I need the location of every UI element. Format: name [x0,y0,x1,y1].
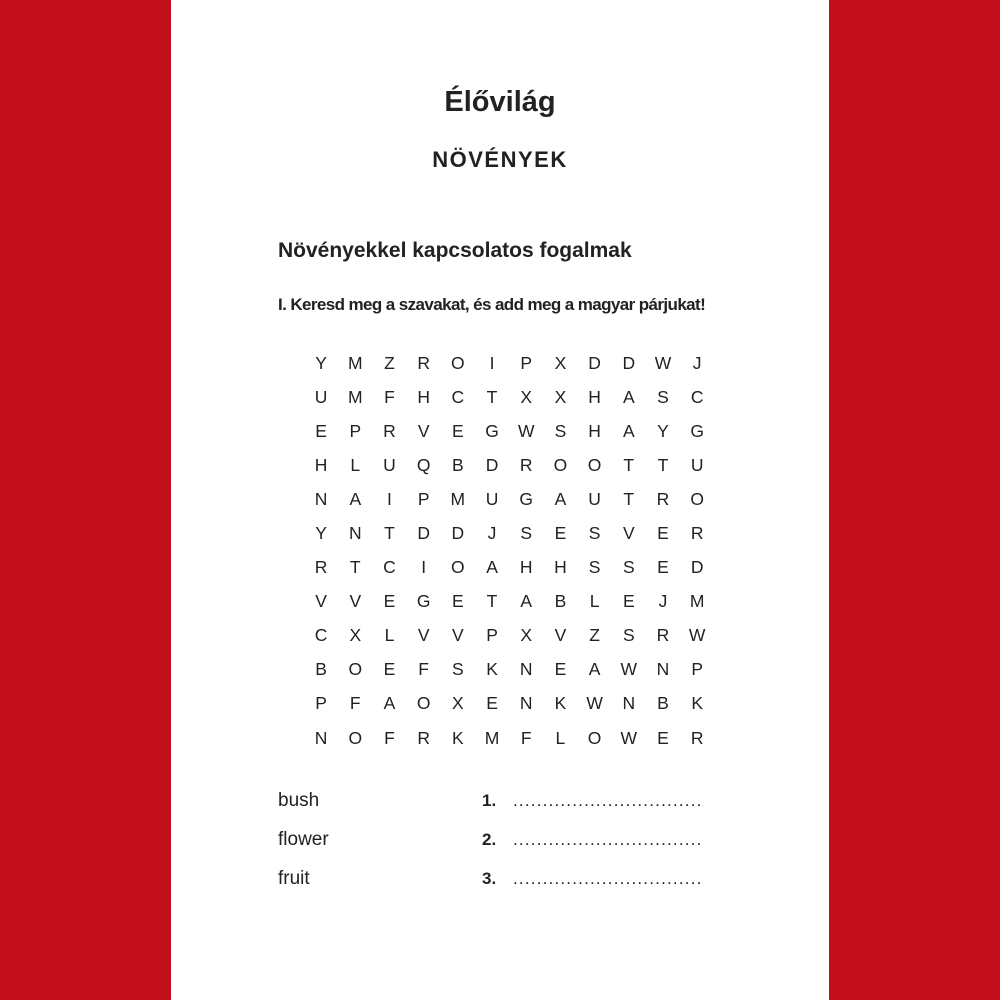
grid-letter[interactable]: D [588,352,601,373]
grid-letter[interactable]: O [348,659,363,680]
grid-letter[interactable]: N [314,727,328,748]
grid-letter[interactable]: S [588,557,601,578]
grid-letter[interactable]: F [418,659,429,680]
grid-letter[interactable]: S [657,386,669,407]
grid-letter[interactable]: S [622,557,635,578]
grid-letter[interactable]: H [417,386,430,407]
grid-letter[interactable]: D [622,352,636,373]
grid-letter[interactable]: E [657,557,669,578]
grid-letter[interactable]: E [657,727,669,748]
grid-letter[interactable]: L [384,625,395,646]
grid-letter[interactable]: O [348,727,363,748]
grid-letter[interactable]: U [690,454,704,475]
grid-letter[interactable]: R [656,625,670,646]
grid-letter[interactable]: Y [315,352,327,373]
grid-letter[interactable]: W [654,352,672,373]
grid-letter[interactable]: T [486,386,498,407]
grid-letter[interactable]: U [485,488,499,509]
grid-letter[interactable]: E [452,591,464,612]
grid-letter[interactable]: B [657,693,669,714]
grid-letter[interactable]: O [553,454,568,475]
grid-letter[interactable]: V [554,625,567,646]
grid-letter[interactable]: D [690,557,704,578]
grid-letter[interactable]: E [383,659,396,680]
grid-letter[interactable]: N [656,659,670,680]
grid-letter[interactable]: X [554,386,567,407]
grid-letter[interactable]: Y [657,420,669,441]
grid-letter[interactable]: E [554,523,567,544]
grid-letter[interactable]: M [689,591,705,612]
grid-letter[interactable]: G [485,420,499,441]
grid-letter[interactable]: X [520,386,533,407]
grid-letter[interactable]: M [450,488,466,509]
grid-letter[interactable]: A [486,557,498,578]
section-heading: Növényekkel kapcsolatos fogalmak [278,239,632,262]
grid-letter[interactable]: Q [416,454,431,475]
grid-letter[interactable]: O [416,693,431,714]
grid-letter[interactable]: E [486,693,498,714]
grid-letter[interactable]: M [484,727,500,748]
grid-letter[interactable]: O [587,727,602,748]
worksheet-page [171,0,829,1000]
grid-letter[interactable]: R [417,727,430,748]
grid-letter[interactable]: C [383,557,396,578]
grid-letter[interactable]: K [486,659,498,680]
grid-letter[interactable]: P [520,352,533,373]
grid-letter[interactable]: N [519,693,533,714]
grid-letter[interactable]: U [588,488,601,509]
grid-letter[interactable]: W [688,625,706,646]
grid-letter[interactable]: I [421,557,427,578]
grid-letter[interactable]: A [588,659,601,680]
grid-letter[interactable]: V [349,591,362,612]
grid-letter[interactable]: R [656,488,670,509]
grid-letter[interactable]: C [451,386,465,407]
grid-letter[interactable]: E [315,420,327,441]
grid-letter[interactable]: N [519,659,533,680]
grid-letter[interactable]: S [622,625,635,646]
grid-letter[interactable]: H [588,420,601,441]
grid-letter[interactable]: K [691,693,703,714]
grid-letter[interactable]: X [452,693,464,714]
grid-letter[interactable]: V [417,420,430,441]
grid-letter[interactable]: R [690,523,704,544]
grid-letter[interactable]: N [622,693,636,714]
grid-letter[interactable]: X [520,625,533,646]
right-border [829,0,1000,1000]
grid-letter[interactable]: L [555,727,566,748]
grid-letter[interactable]: G [416,591,431,612]
word-item: flower [278,829,329,850]
grid-letter[interactable]: A [383,693,396,714]
grid-letter[interactable]: U [383,454,396,475]
grid-letter[interactable]: H [314,454,328,475]
grid-letter[interactable]: P [486,625,498,646]
answer-list [482,788,703,905]
grid-letter[interactable]: E [554,659,567,680]
grid-letter[interactable]: P [315,693,327,714]
grid-letter[interactable]: X [349,625,362,646]
grid-letter[interactable]: R [383,420,396,441]
grid-letter[interactable]: W [620,659,638,680]
answer-number: 1. [482,791,497,810]
page-title: Élővilág [444,86,556,118]
grid-letter[interactable]: I [489,352,495,373]
grid-letter[interactable]: A [554,488,567,509]
grid-letter[interactable]: T [384,523,395,544]
answer-number: 2. [482,830,497,849]
grid-letter[interactable]: A [349,488,362,509]
grid-letter[interactable]: O [587,454,602,475]
grid-letter[interactable]: Z [589,625,600,646]
grid-letter[interactable]: A [520,591,533,612]
grid-letter[interactable]: T [623,454,635,475]
grid-letter[interactable]: R [519,454,533,475]
grid-letter[interactable]: N [348,523,362,544]
grid-letter[interactable]: F [349,693,361,714]
word-list [278,788,329,905]
grid-letter[interactable]: N [314,488,328,509]
grid-letter[interactable]: R [690,727,704,748]
grid-letter[interactable]: D [417,523,430,544]
grid-letter[interactable]: W [586,693,603,714]
grid-letter[interactable]: E [452,420,464,441]
grid-letter[interactable]: J [692,352,702,373]
grid-letter[interactable]: S [588,523,601,544]
grid-letter[interactable]: F [384,386,395,407]
grid-letter[interactable]: C [690,386,704,407]
answer-row[interactable] [482,866,703,905]
grid-letter[interactable]: E [383,591,396,612]
grid-letter[interactable]: V [622,523,635,544]
grid-letter[interactable]: V [417,625,430,646]
grid-letter[interactable]: S [452,659,464,680]
answer-row[interactable] [482,788,703,827]
grid-letter[interactable]: L [589,591,600,612]
grid-letter[interactable]: K [452,727,464,748]
grid-letter[interactable]: V [315,591,327,612]
answer-blank[interactable]: ................................ [513,791,703,810]
grid-letter[interactable]: R [417,352,430,373]
grid-letter[interactable]: B [315,659,327,680]
left-border [0,0,171,1000]
grid-letter[interactable]: B [452,454,464,475]
grid-letter[interactable]: D [485,454,499,475]
grid-letter[interactable]: P [349,420,362,441]
page-subtitle: NÖVÉNYEK [432,147,568,172]
grid-letter[interactable]: K [554,693,567,714]
grid-letter[interactable]: W [620,727,638,748]
grid-letter[interactable]: T [657,454,669,475]
grid-letter[interactable]: C [314,625,328,646]
grid-letter[interactable]: M [347,352,363,373]
grid-letter[interactable]: T [486,591,498,612]
grid-letter[interactable]: W [517,420,535,441]
grid-letter[interactable]: H [554,557,567,578]
grid-letter[interactable]: S [520,523,533,544]
grid-letter[interactable]: I [387,488,392,509]
grid-letter[interactable]: O [451,352,465,373]
grid-letter[interactable]: E [622,591,635,612]
word-search-grid [304,346,714,755]
grid-letter[interactable]: Z [384,352,395,373]
grid-letter[interactable]: F [520,727,532,748]
grid-letter[interactable]: M [347,386,363,407]
grid-letter[interactable]: T [623,488,635,509]
grid-letter[interactable]: S [554,420,567,441]
grid-letter[interactable]: F [384,727,395,748]
word-item: bush [278,790,320,811]
answer-blank[interactable]: ................................ [513,869,703,888]
grid-letter[interactable]: O [451,557,465,578]
grid-letter[interactable]: R [314,557,328,578]
grid-letter[interactable]: Y [315,523,327,544]
grid-letter[interactable]: D [451,523,465,544]
grid-letter[interactable]: J [658,591,668,612]
exercise-instruction: I. Keresd meg a szavakat, és add meg a magyar párjukat! [278,295,706,314]
grid-letter[interactable]: T [349,557,361,578]
grid-letter[interactable]: L [350,454,361,475]
grid-letter[interactable]: A [622,386,635,407]
grid-letter[interactable]: G [690,420,704,441]
grid-letter[interactable]: O [690,488,704,509]
answer-row[interactable] [482,827,703,866]
grid-letter[interactable]: V [452,625,464,646]
grid-letter[interactable]: P [417,488,430,509]
grid-letter[interactable]: A [622,420,635,441]
answer-blank[interactable]: ................................ [513,830,703,849]
grid-letter[interactable]: H [519,557,533,578]
grid-letter[interactable]: X [554,352,567,373]
grid-letter[interactable]: P [691,659,703,680]
grid-letter[interactable]: B [554,591,567,612]
answer-number: 3. [482,869,497,888]
grid-letter[interactable]: G [519,488,534,509]
grid-letter[interactable]: U [314,386,328,407]
grid-letter[interactable]: J [487,523,497,544]
word-item: fruit [278,868,310,889]
grid-letter[interactable]: H [588,386,601,407]
grid-letter[interactable]: E [657,523,669,544]
